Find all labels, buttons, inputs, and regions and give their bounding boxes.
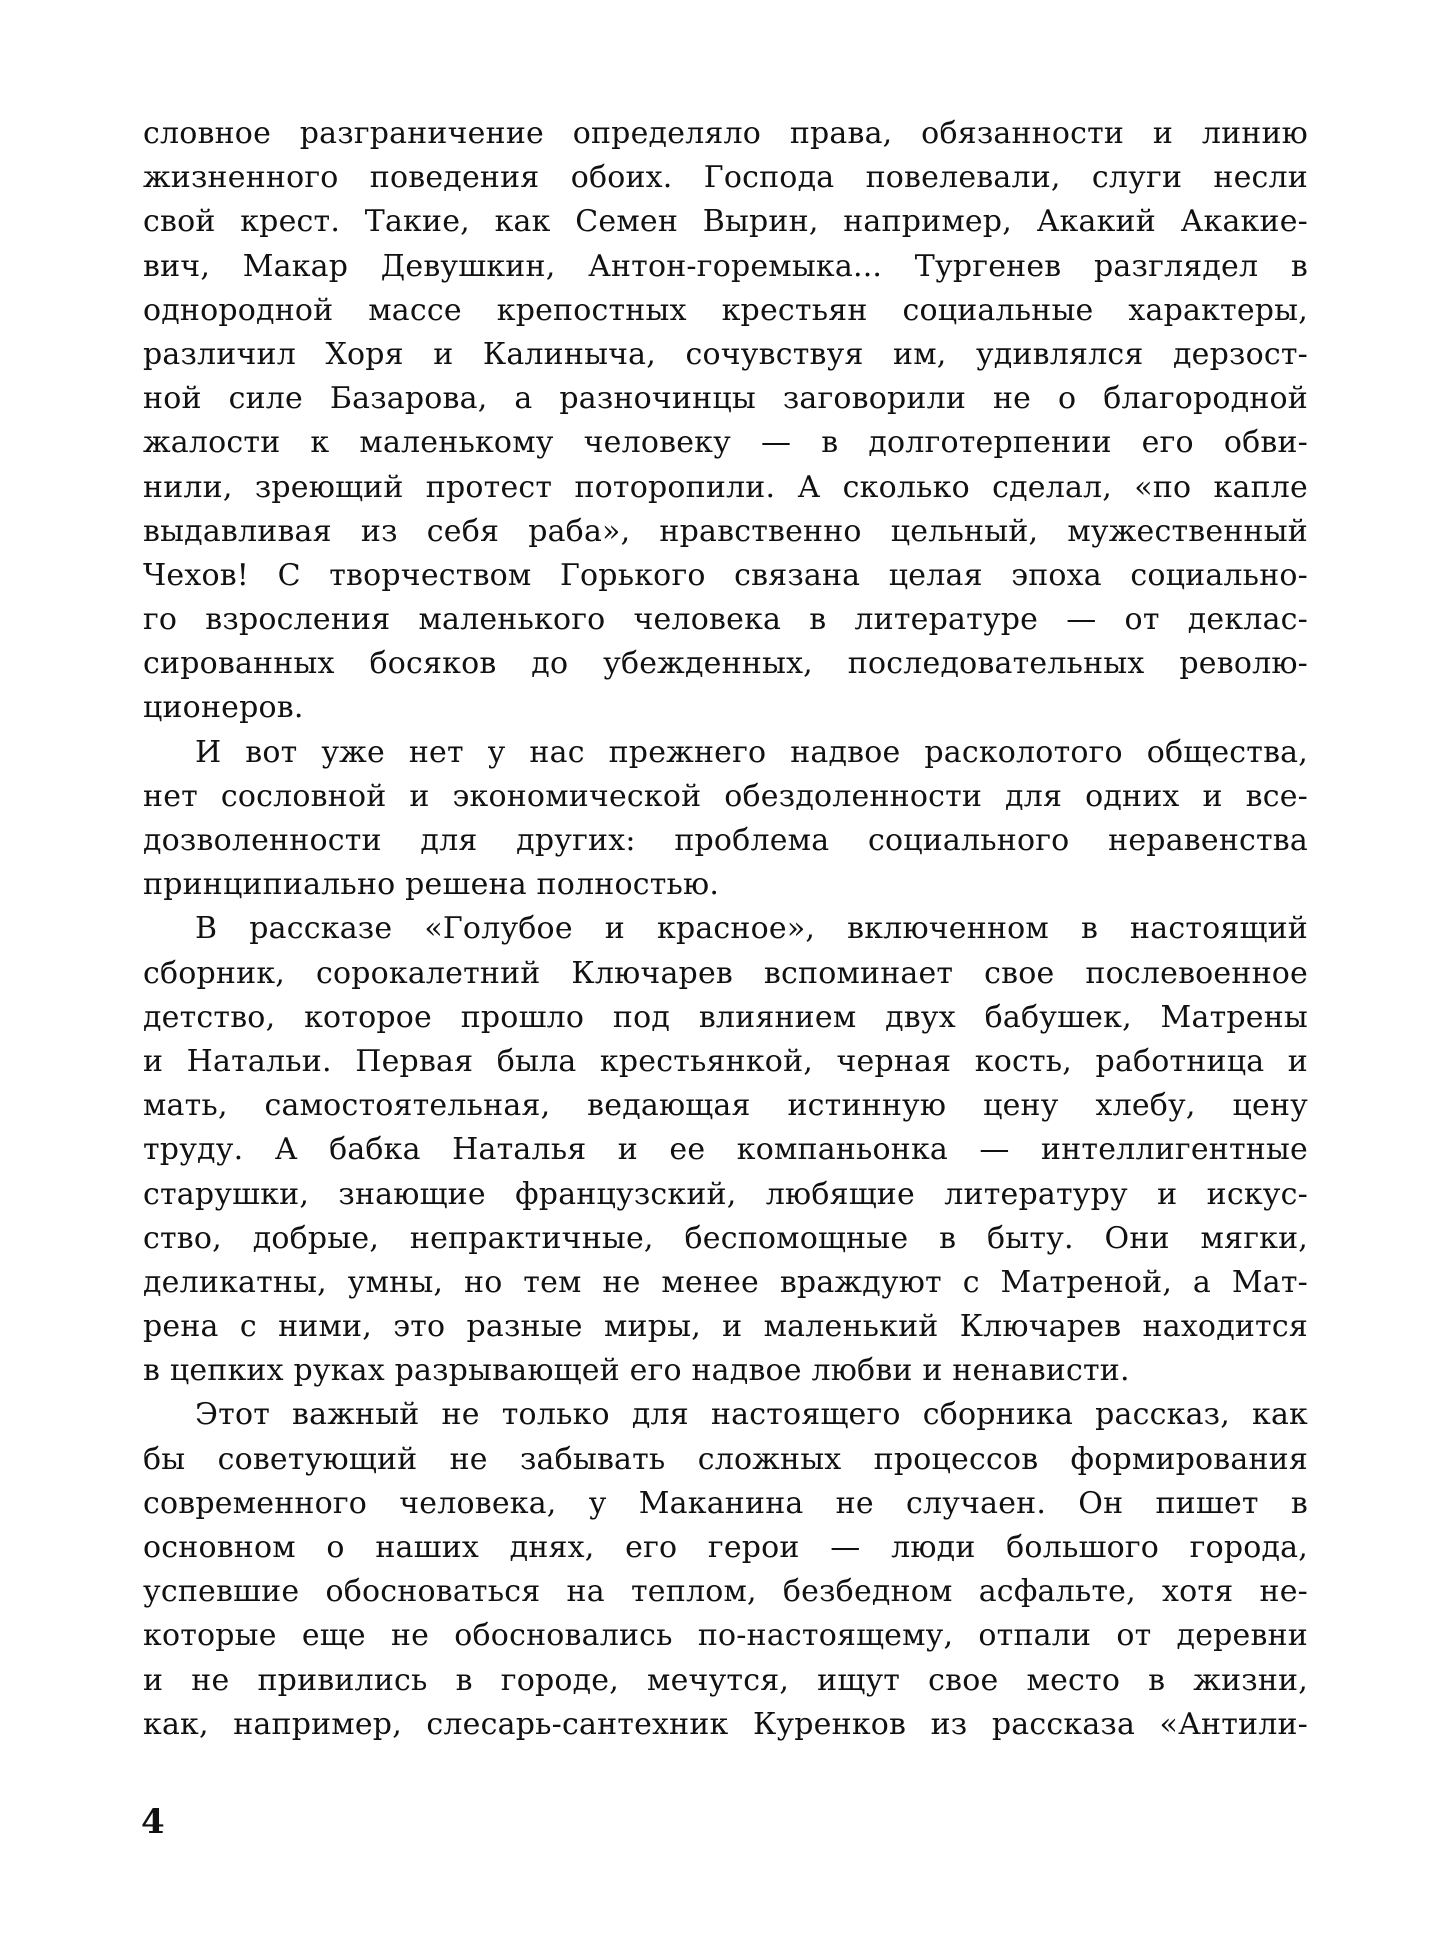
text-line: нили, зреющий протест поторопили. А сколько сделал, «по капле (143, 469, 1308, 505)
text-line: Чехов! С творчеством Горького связана целая эпоха социально- (143, 557, 1308, 593)
text-line: вич, Макар Девушкин, Антон-горемыка... Тургенев разглядел в (143, 248, 1308, 284)
text-line: словное разграничение определяло права, обязанности и линию (143, 116, 1308, 151)
text-line: жизненного поведения обоих. Господа повелевали, слуги несли (143, 160, 1308, 196)
text-line: свой крест. Такие, как Семен Вырин, например, Акакий Акакие- (143, 204, 1308, 240)
text-line: основном о наших днях, его герои — люди большого города, (143, 1530, 1308, 1565)
text-line: выдавливая из себя раба», нравственно цельный, мужественный (143, 513, 1308, 549)
text-line: современного человека, у Маканина не случаен. Он пишет в (143, 1485, 1308, 1521)
text-line: различил Хоря и Калиныча, сочувствуя им, удивлялся дерзост- (143, 336, 1308, 372)
text-line: и не привились в городе, мечутся, ищут свое место в жизни, (143, 1662, 1308, 1698)
text-line: труду. А бабка Наталья и ее компаньонка — интеллигентные (143, 1132, 1308, 1168)
text-line: старушки, знающие французский, любящие литературу и искус- (143, 1176, 1308, 1212)
text-line: однородной массе крепостных крестьян социальные характеры, (143, 292, 1308, 328)
text-line: принципиально решена полностью. (143, 867, 720, 903)
page-number: 4 (141, 1802, 165, 1842)
text-line: го взросления маленького человека в литературе — от деклас- (143, 602, 1308, 638)
text-line: ной силе Базарова, а разночинцы заговорили не о благородной (143, 381, 1308, 417)
text-line: сборник, сорокалетний Ключарев вспоминает свое послевоенное (143, 955, 1308, 991)
text-line: детство, которое прошло под влиянием двух бабушек, Матрены (143, 999, 1308, 1035)
text-line: которые еще не обосновались по-настоящему, отпали от деревни (143, 1618, 1308, 1654)
text-line: мать, самостоятельная, ведающая истинную цену хлебу, цену (143, 1088, 1308, 1124)
text-line: в цепких руках разрывающей его надвое любви и ненависти. (143, 1353, 1130, 1389)
text-line: жалости к маленькому человеку — в долготерпении его обви- (143, 425, 1308, 461)
text-line: ство, добрые, непрактичные, беспомощные в быту. Они мягки, (143, 1220, 1308, 1256)
text-line: сированных босяков до убежденных, последовательных револю- (143, 646, 1308, 682)
text-line: как, например, слесарь-сантехник Куренков из рассказа «Антили- (143, 1706, 1308, 1742)
text-line: рена с ними, это разные миры, и маленький Ключарев находится (143, 1309, 1308, 1345)
text-line: успевшие обосноваться на теплом, безбедном асфальте, хотя не- (143, 1574, 1308, 1610)
text-line: дозволенности для других: проблема социального неравенства (143, 823, 1308, 858)
text-line: деликатны, умны, но тем не менее враждуют с Матреной, а Мат- (143, 1264, 1308, 1300)
text-line: И вот уже нет у нас прежнего надвое расколотого общества, (195, 734, 1308, 770)
text-line: В рассказе «Голубое и красное», включенном в настоящий (195, 911, 1308, 947)
text-line: бы советующий не забывать сложных процессов формирования (143, 1441, 1308, 1477)
text-line: Этот важный не только для настоящего сборника рассказ, как (195, 1397, 1308, 1433)
text-line: и Натальи. Первая была крестьянкой, черная кость, работница и (143, 1043, 1308, 1079)
text-line: ционеров. (143, 690, 304, 726)
text-line: нет сословной и экономической обездоленности для одних и все- (143, 778, 1308, 814)
body-text (143, 112, 1308, 1747)
